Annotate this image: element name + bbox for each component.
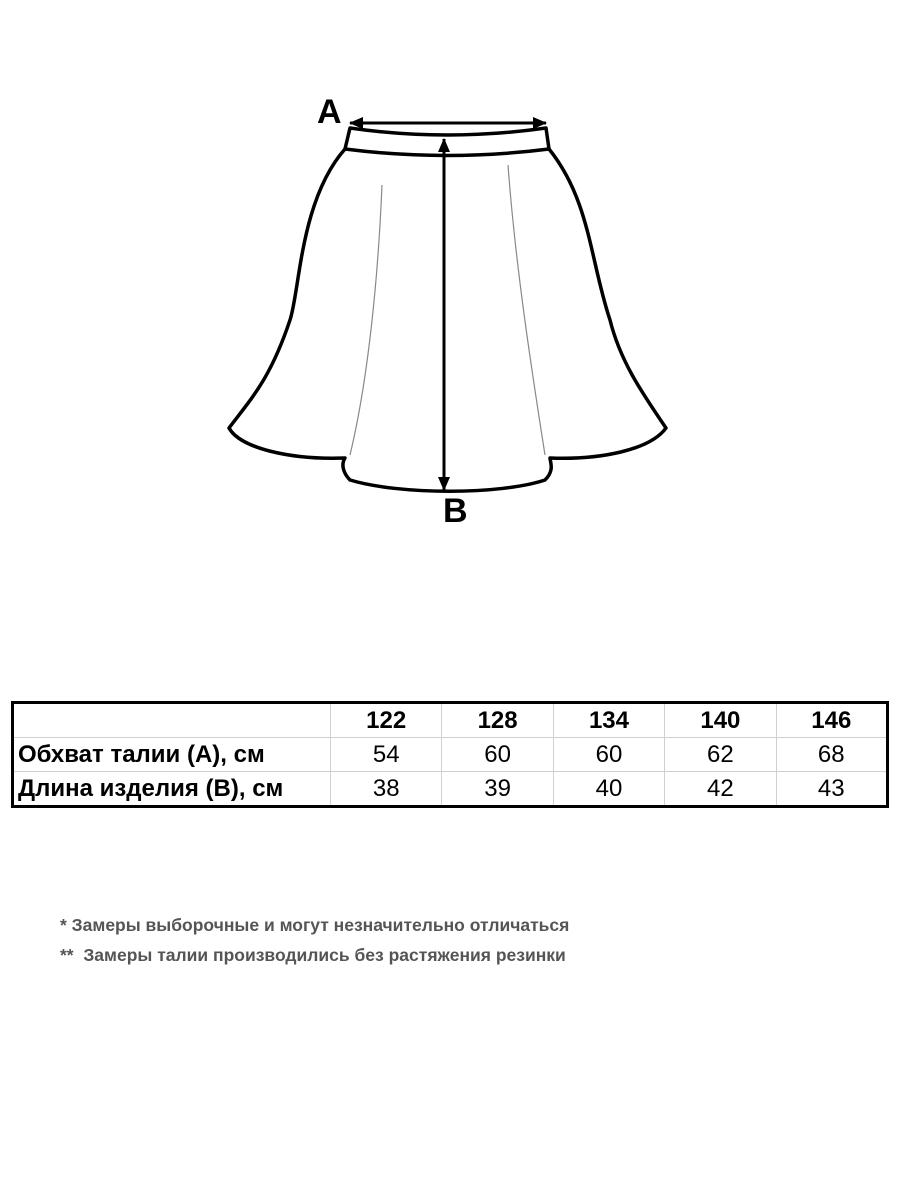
table-cell: 60 <box>553 738 664 772</box>
label-b: B <box>443 492 468 530</box>
table-corner-cell <box>13 703 331 738</box>
size-header-cell: 140 <box>665 703 776 738</box>
size-header-cell: 146 <box>776 703 887 738</box>
table-cell: 40 <box>553 772 664 807</box>
table-cell: 39 <box>442 772 553 807</box>
skirt-measurement-diagram <box>0 0 900 560</box>
table-cell: 60 <box>442 738 553 772</box>
table-cell: 68 <box>776 738 887 772</box>
table-row <box>13 738 888 772</box>
table-cell: 43 <box>776 772 887 807</box>
footnote-sampling: * Замеры выборочные и могут незначительно отличаться <box>60 915 570 935</box>
row-label-length: Длина изделия (В), см <box>13 772 331 807</box>
table-cell: 54 <box>331 738 442 772</box>
table-header-row <box>13 703 888 738</box>
table-cell: 42 <box>665 772 776 807</box>
size-header-cell: 122 <box>331 703 442 738</box>
skirt-outline <box>229 128 666 491</box>
row-label-waist: Обхват талии (А), см <box>13 738 331 772</box>
footnotes <box>60 912 569 972</box>
footnote-waist: ** Замеры талии производились без растяжения резинки <box>60 945 566 965</box>
label-a: A <box>317 93 342 131</box>
table-row <box>13 772 888 807</box>
table-cell: 38 <box>331 772 442 807</box>
table-cell: 62 <box>665 738 776 772</box>
size-header-cell: 134 <box>553 703 664 738</box>
size-chart-table <box>11 701 889 808</box>
size-header-cell: 128 <box>442 703 553 738</box>
